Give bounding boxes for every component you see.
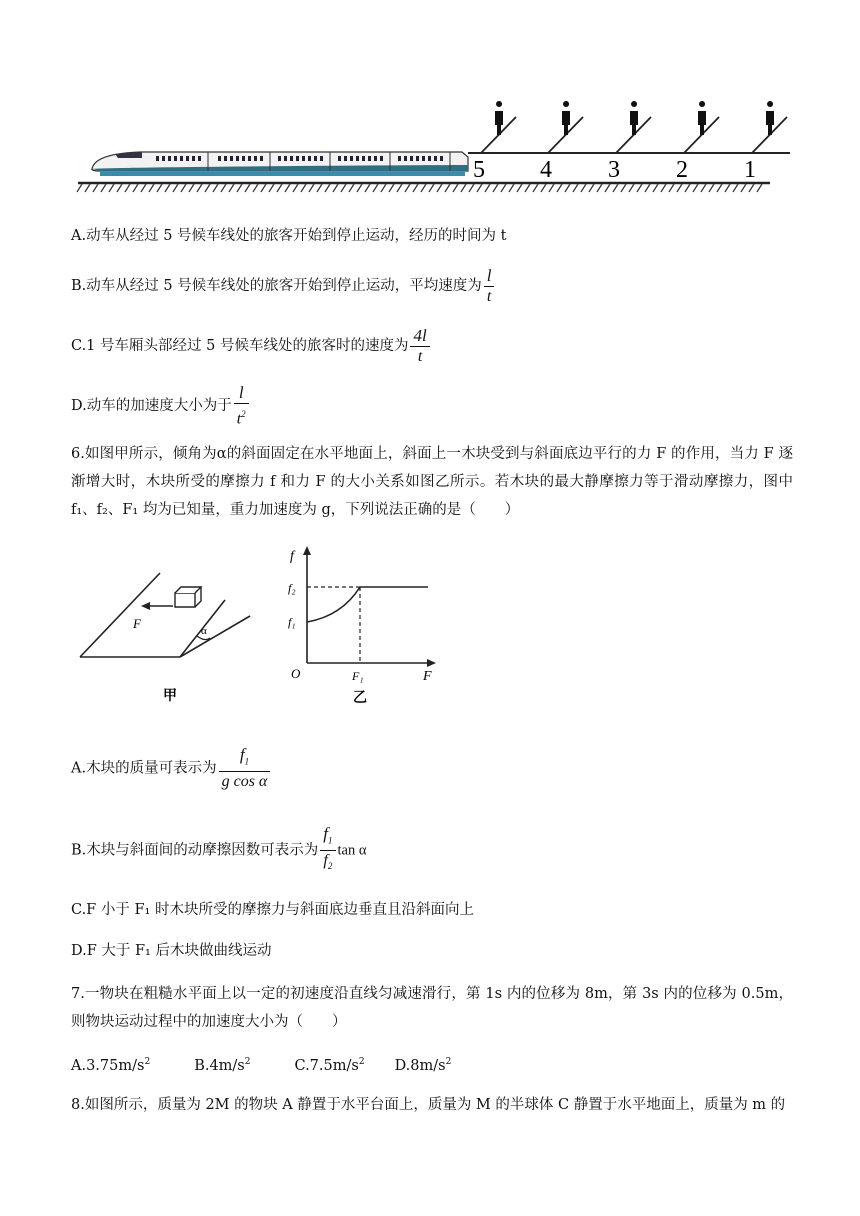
f2-label: f₂ <box>288 581 296 595</box>
train-window <box>168 156 171 161</box>
arrowhead-icon <box>303 546 311 555</box>
train-window <box>362 156 365 161</box>
numerator-base: f <box>323 824 328 843</box>
passenger-icon <box>562 101 570 135</box>
option-exponent: 2 <box>445 1057 452 1067</box>
train-window <box>380 156 383 161</box>
train-window <box>186 156 189 161</box>
train-window <box>308 156 311 161</box>
y-axis-label: f <box>290 549 294 564</box>
passenger-icon <box>766 101 774 135</box>
fraction-numerator: l <box>238 383 244 402</box>
train-window <box>242 156 245 161</box>
wooden-block <box>175 587 201 607</box>
angle-label: α <box>201 625 207 637</box>
ground-hatching <box>77 184 762 192</box>
waiting-line-4 <box>540 101 583 183</box>
train-window <box>422 156 425 161</box>
denominator-base: t <box>236 410 242 428</box>
fraction-denominator: t <box>484 286 495 307</box>
denominator-base: f <box>323 852 328 870</box>
numerator-base: f <box>239 745 245 764</box>
train-window <box>320 156 323 161</box>
fraction-denominator <box>234 403 249 429</box>
passenger-icon <box>698 101 706 135</box>
arrowhead-icon <box>427 659 436 667</box>
passenger-icon <box>630 101 638 135</box>
figure-caption-yi: 乙 <box>353 690 367 706</box>
figure-caption-jia: 甲 <box>163 688 177 704</box>
fraction-numerator: 4l <box>413 325 427 345</box>
q5-option-a: A.动车从经过 5 号候车线处的旅客开始到停止运动，经历的时间为 t <box>71 228 507 244</box>
fraction-numerator: l <box>486 265 492 285</box>
q6-option-b-fraction <box>320 824 335 877</box>
q8-stem: 8.如图所示，质量为 2M 的物块 A 静置于水平台面上，质量为 M 的半球体 C 静置于水平地面上，质量为 m 的 <box>71 1097 786 1113</box>
train <box>92 152 468 171</box>
option-text: C.7.5m/s <box>294 1057 359 1074</box>
waiting-line-2 <box>676 101 719 183</box>
train-window <box>440 156 443 161</box>
option-exponent: 2 <box>144 1057 151 1067</box>
q5-option-c-text: C.1 号车厢头部经过 5 号候车线处的旅客时的速度为 <box>71 338 409 354</box>
train-window <box>156 156 159 161</box>
train-station-figure <box>70 95 795 195</box>
q5-option-c <box>71 325 432 367</box>
q7-option-d <box>395 1052 452 1076</box>
fraction-numerator <box>219 745 271 771</box>
passenger-icon <box>495 101 503 135</box>
train-window <box>296 156 299 161</box>
train-window <box>218 156 221 161</box>
station-label: 5 <box>473 157 485 183</box>
train-window <box>434 156 437 161</box>
train-window <box>236 156 239 161</box>
station-label: 4 <box>540 157 552 183</box>
train-window <box>192 156 195 161</box>
train-window <box>404 156 407 161</box>
q5-option-d-fraction <box>234 383 249 429</box>
option-text: D.8m/s <box>394 1057 446 1074</box>
train-window <box>338 156 341 161</box>
q7-stem: 7.一物块在粗糙水平面上以一定的初速度沿直线匀减速滑行，第 1s 内的位移为 8m，第 3s 内的位移为 0.5m，则物块运动过程中的加速度大小为（ ） <box>71 986 793 1030</box>
station-label: 2 <box>676 157 688 183</box>
q6-option-a-text: A.木块的质量可表示为 <box>71 760 217 777</box>
train-window <box>174 156 177 161</box>
train-window <box>284 156 287 161</box>
train-window <box>302 156 305 161</box>
train-window <box>314 156 317 161</box>
waiting-line-3 <box>608 101 651 183</box>
train-window <box>290 156 293 161</box>
train-window <box>356 156 359 161</box>
train-window <box>344 156 347 161</box>
train-window <box>224 156 227 161</box>
q7-option-c <box>295 1052 365 1076</box>
q5-option-b-fraction <box>484 266 495 307</box>
option-text: B.4m/s <box>194 1057 245 1074</box>
train-window <box>410 156 413 161</box>
static-friction-curve <box>307 587 360 622</box>
q5-option-b-text: B.动车从经过 5 号候车线处的旅客开始到停止运动，平均速度为 <box>71 278 482 294</box>
train-window <box>254 156 257 161</box>
q6-option-c: C.F 小于 F₁ 时木块所受的摩擦力与斜面底边垂直且沿斜面向上 <box>71 902 474 918</box>
fraction-numerator <box>320 824 335 850</box>
denominator-subscript: 2 <box>327 861 333 872</box>
q7-option-a <box>71 1052 150 1076</box>
force-label: F <box>133 616 141 631</box>
q7-option-b <box>194 1052 250 1076</box>
fraction-denominator: g cos α <box>219 771 271 792</box>
F1-label: F₁ <box>352 669 364 683</box>
train-window <box>278 156 281 161</box>
q7-options <box>71 1052 495 1076</box>
option-text: A.3.75m/s <box>71 1057 145 1074</box>
incline-figure-jia <box>75 560 275 710</box>
q5-option-b <box>71 265 496 307</box>
station-label: 1 <box>744 157 756 183</box>
friction-graph-yi <box>280 540 450 710</box>
train-window <box>248 156 251 161</box>
train-window <box>350 156 353 161</box>
q6-option-b-suffix: tan α <box>337 842 367 859</box>
q6-option-b <box>71 824 366 877</box>
q6-option-a-fraction <box>219 745 271 792</box>
train-window <box>428 156 431 161</box>
arrowhead-icon <box>141 602 150 610</box>
fraction-denominator: t <box>410 346 429 367</box>
q5-option-c-fraction <box>410 326 429 367</box>
train-window <box>162 156 165 161</box>
train-window <box>198 156 201 161</box>
option-exponent: 2 <box>358 1057 365 1067</box>
q6-option-a <box>71 745 272 792</box>
denominator-exponent: 2 <box>241 409 246 419</box>
q5-option-d <box>71 383 251 429</box>
q6-option-b-text: B.木块与斜面间的动摩擦因数可表示为 <box>71 842 319 859</box>
train-window <box>180 156 183 161</box>
fraction-denominator <box>320 850 335 876</box>
train-window <box>260 156 263 161</box>
origin-label: O <box>291 666 301 681</box>
numerator-subscript: 1 <box>328 835 333 846</box>
q6-option-d: D.F 大于 F₁ 后木块做曲线运动 <box>71 943 272 959</box>
q6-stem: 6.如图甲所示，倾角为α的斜面固定在水平地面上，斜面上一木块受到与斜面底边平行的力 F 的作用，当力 F 逐渐增大时，木块所受的摩擦力 f 和力 F 的大小关系如图乙所示。若木块的最大静摩擦力等于滑动摩擦力，图中 f₁、f₂、F₁ 均为已知量，重力加速度为 g，下列说法正确的是（ ） <box>71 446 793 518</box>
train-window <box>416 156 419 161</box>
train-window <box>230 156 233 161</box>
waiting-line-1 <box>744 101 787 183</box>
train-window <box>374 156 377 161</box>
option-exponent: 2 <box>244 1057 251 1067</box>
train-window <box>398 156 401 161</box>
waiting-line-5 <box>473 101 516 183</box>
numerator-subscript: 1 <box>244 756 250 767</box>
f1-label: f₁ <box>288 615 296 629</box>
q5-option-d-text: D.动车的加速度大小为于 <box>71 398 232 415</box>
station-label: 3 <box>608 157 620 183</box>
train-window <box>368 156 371 161</box>
x-axis-label: F <box>423 669 432 684</box>
